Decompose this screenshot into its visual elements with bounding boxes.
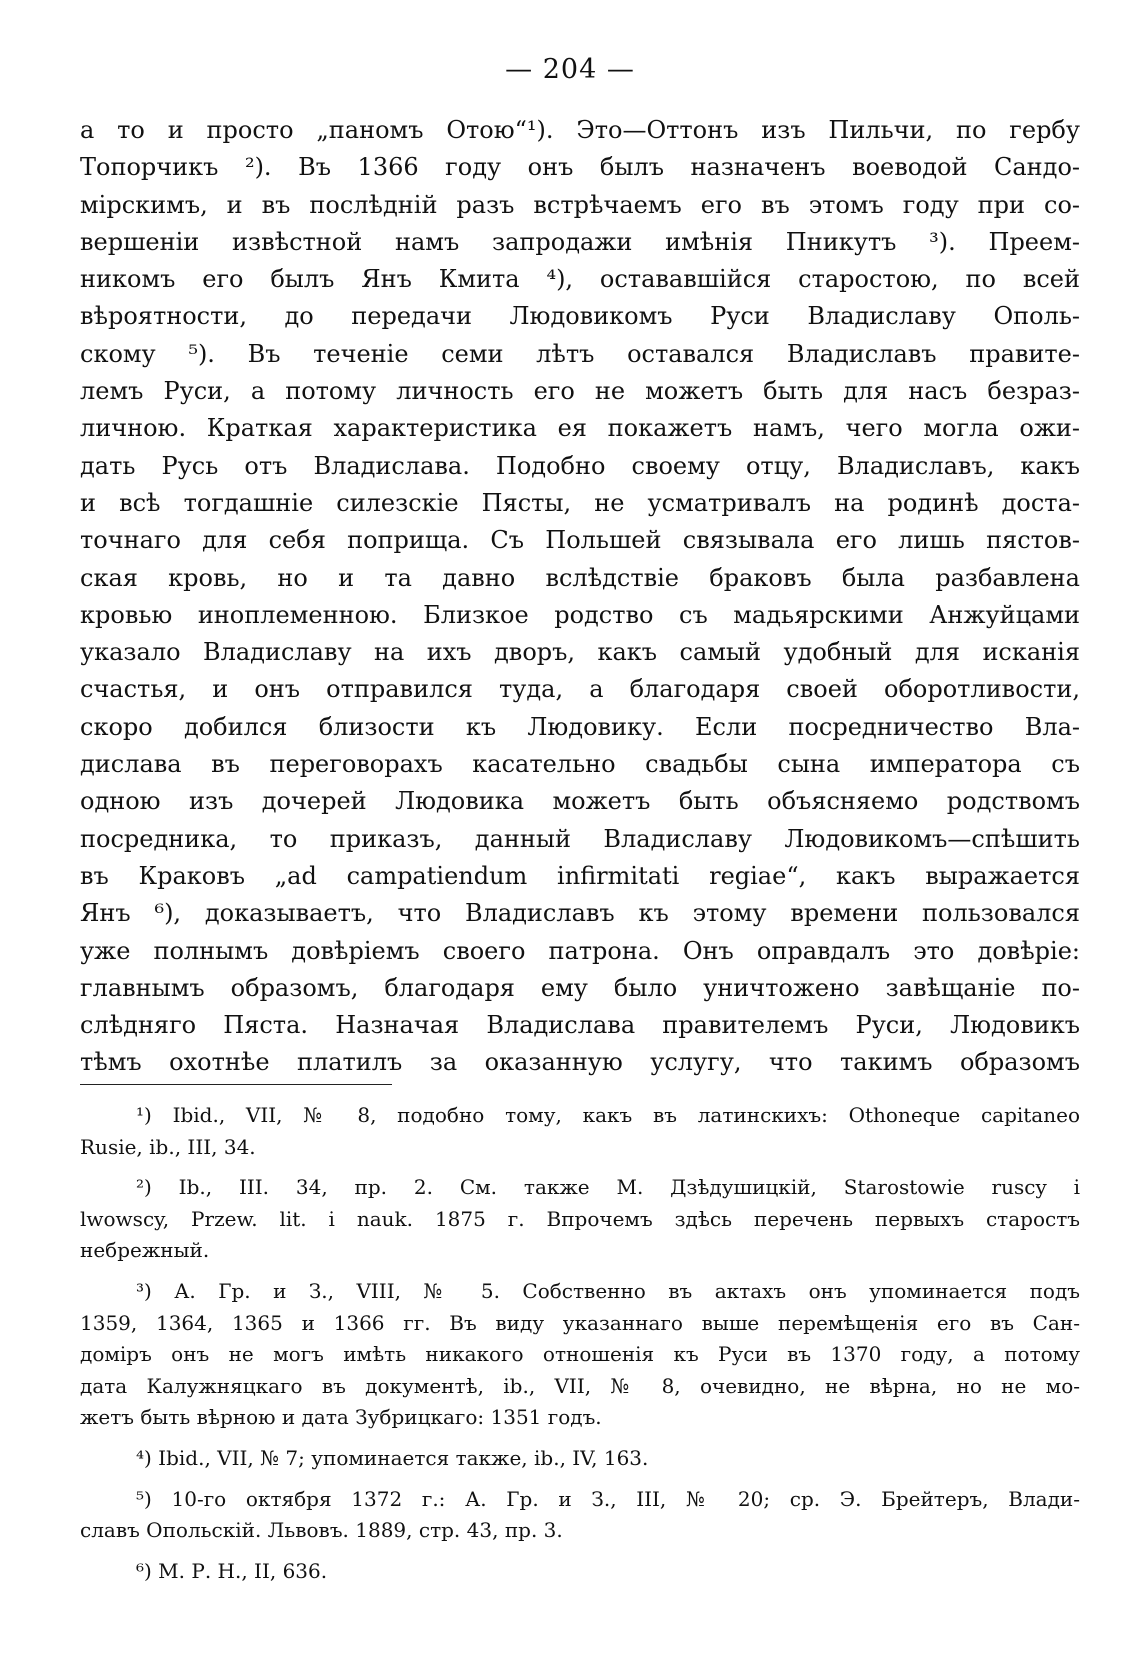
text-line: посредника, то приказъ, данный Владиславу Людовикомъ—спѣшить [80, 824, 1080, 853]
footnote-line: ¹) Ibid., VII, № 8, подобно тому, какъ въ латинскихъ: Othoneque capitaneo [136, 1103, 1080, 1127]
footnote [80, 1276, 1080, 1434]
text-line: никомъ его былъ Янъ Кмита ⁴), остававшійся старостою, по всей [80, 265, 1080, 294]
footnote-line: 1359, 1364, 1365 и 1366 гг. Въ виду указаннаго выше перемѣщенія его въ Сан- [80, 1310, 1080, 1335]
text-line: вѣроятности, до передачи Людовикомъ Руси Владиславу Ополь- [80, 302, 1080, 331]
text-line: Топорчикъ ²). Въ 1366 году онъ былъ назначенъ воеводой Сандо- [80, 153, 1080, 182]
text-line: дислава въ переговорахъ касательно свадьбы сына императора съ [80, 750, 1080, 779]
text-line: и всѣ тогдашніе силезскіе Пясты, не усматривалъ на родинѣ доста- [80, 488, 1080, 517]
footnote-line: ²) Ib., III. 34, пр. 2. См. также М. Дзѣдушицкій, Starostowie ruscy i [136, 1175, 1080, 1200]
text-line: дать Русь отъ Владислава. Подобно своему отцу, Владиславъ, какъ [80, 451, 1080, 480]
text-line: уже полнымъ довѣріемъ своего патрона. Онъ оправдалъ это довѣріе: [80, 936, 1080, 965]
footnote [80, 1484, 1080, 1547]
footnote [80, 1556, 1080, 1588]
footnote [80, 1443, 1080, 1475]
text-line: скому ⁵). Въ теченіе семи лѣтъ оставался Владиславъ правите- [80, 339, 1080, 368]
text-line: тѣмъ охотнѣе платилъ за оказанную услугу, что такимъ образомъ [80, 1048, 1080, 1077]
footnote-line: дата Калужняцкаго въ документѣ, ib., VII, № 8, очевидно, не вѣрна, но не мо- [80, 1373, 1080, 1398]
text-line: скоро добился близости къ Людовику. Если посредничество Вла- [80, 712, 1080, 741]
page-number: — 204 — [505, 54, 635, 85]
text-line: счастья, и онъ отправился туда, а благодаря своей оборотливости, [80, 675, 1080, 704]
footnote-separator [80, 1084, 392, 1085]
footnote-line: lwowscy, Przew. lit. i nauk. 1875 г. Впрочемъ здѣсь перечень первыхъ старостъ [80, 1206, 1080, 1231]
footnote-gap [80, 1267, 1080, 1276]
footnote-line: ⁶) М. Р. Н., II, 636. [136, 1558, 328, 1583]
text-line: въ Краковъ „ad campatiendum infirmitati regiae“, какъ выражается [80, 861, 1080, 890]
footnote-line: ⁴) Ibid., VII, № 7; упоминается также, ib., IV, 163. [136, 1445, 649, 1470]
footnote-gap [80, 1475, 1080, 1484]
footnote-line: Rusie, ib., III, 34. [80, 1134, 256, 1159]
text-line: личною. Краткая характеристика ея покажетъ намъ, чего могла ожи- [80, 414, 1080, 443]
footnote-line: славъ Опольскій. Львовъ. 1889, стр. 43, пр. 3. [80, 1518, 563, 1543]
main-text [80, 112, 1080, 1082]
text-line: вершеніи извѣстной намъ запродажи имѣнія Пникутъ ³). Преем- [80, 227, 1080, 256]
text-line: Янъ ⁶), доказываетъ, что Владиславъ къ этому времени пользовался [80, 899, 1080, 928]
text-line: кровью иноплеменною. Близкое родство съ мадьярскими Анжуйцами [80, 600, 1080, 629]
text-line: лемъ Руси, а потому личность его не можетъ быть для насъ безраз- [80, 377, 1080, 406]
footnote-gap [80, 1163, 1080, 1172]
footnote-line: доміръ онъ не могъ имѣть никакого отношенія къ Руси въ 1370 году, а потому [80, 1342, 1080, 1367]
text-line: одною изъ дочерей Людовика можетъ быть объясняемо родствомъ [80, 787, 1080, 816]
text-line: ская кровь, но и та давно вслѣдствіе браковъ была разбавлена [80, 563, 1080, 592]
footnote [80, 1172, 1080, 1267]
text-line: слѣдняго Пяста. Назначая Владислава правителемъ Руси, Людовикъ [80, 1011, 1080, 1040]
footnote-line: небрежный. [80, 1238, 210, 1263]
footnote-line: ⁵) 10-го октября 1372 г.: А. Гр. и З., III, № 20; ср. Э. Брейтеръ, Влади- [136, 1486, 1080, 1511]
text-line: указало Владиславу на ихъ дворъ, какъ самый удобный для исканія [80, 638, 1080, 667]
text-line: главнымъ образомъ, благодаря ему было уничтожено завѣщаніе по- [80, 973, 1080, 1002]
text-line: а то и просто „паномъ Отою“¹). Это—Оттонъ изъ Пильчи, по гербу [80, 116, 1080, 144]
footnote [80, 1100, 1080, 1163]
footnote-line: ³) А. Гр. и З., VIII, № 5. Собственно въ актахъ онъ упоминается подъ [136, 1278, 1080, 1303]
footnote-line: жетъ быть вѣрною и дата Зубрицкаго: 1351 годъ. [80, 1405, 602, 1430]
footnote-gap [80, 1434, 1080, 1443]
text-line: мірскимъ, и въ послѣдній разъ встрѣчаемъ его въ этомъ году при со- [80, 190, 1080, 219]
footnotes [80, 1100, 1080, 1587]
text-line: точнаго для себя поприща. Съ Польшей связывала его лишь пястов- [80, 526, 1080, 555]
footnote-gap [80, 1547, 1080, 1556]
